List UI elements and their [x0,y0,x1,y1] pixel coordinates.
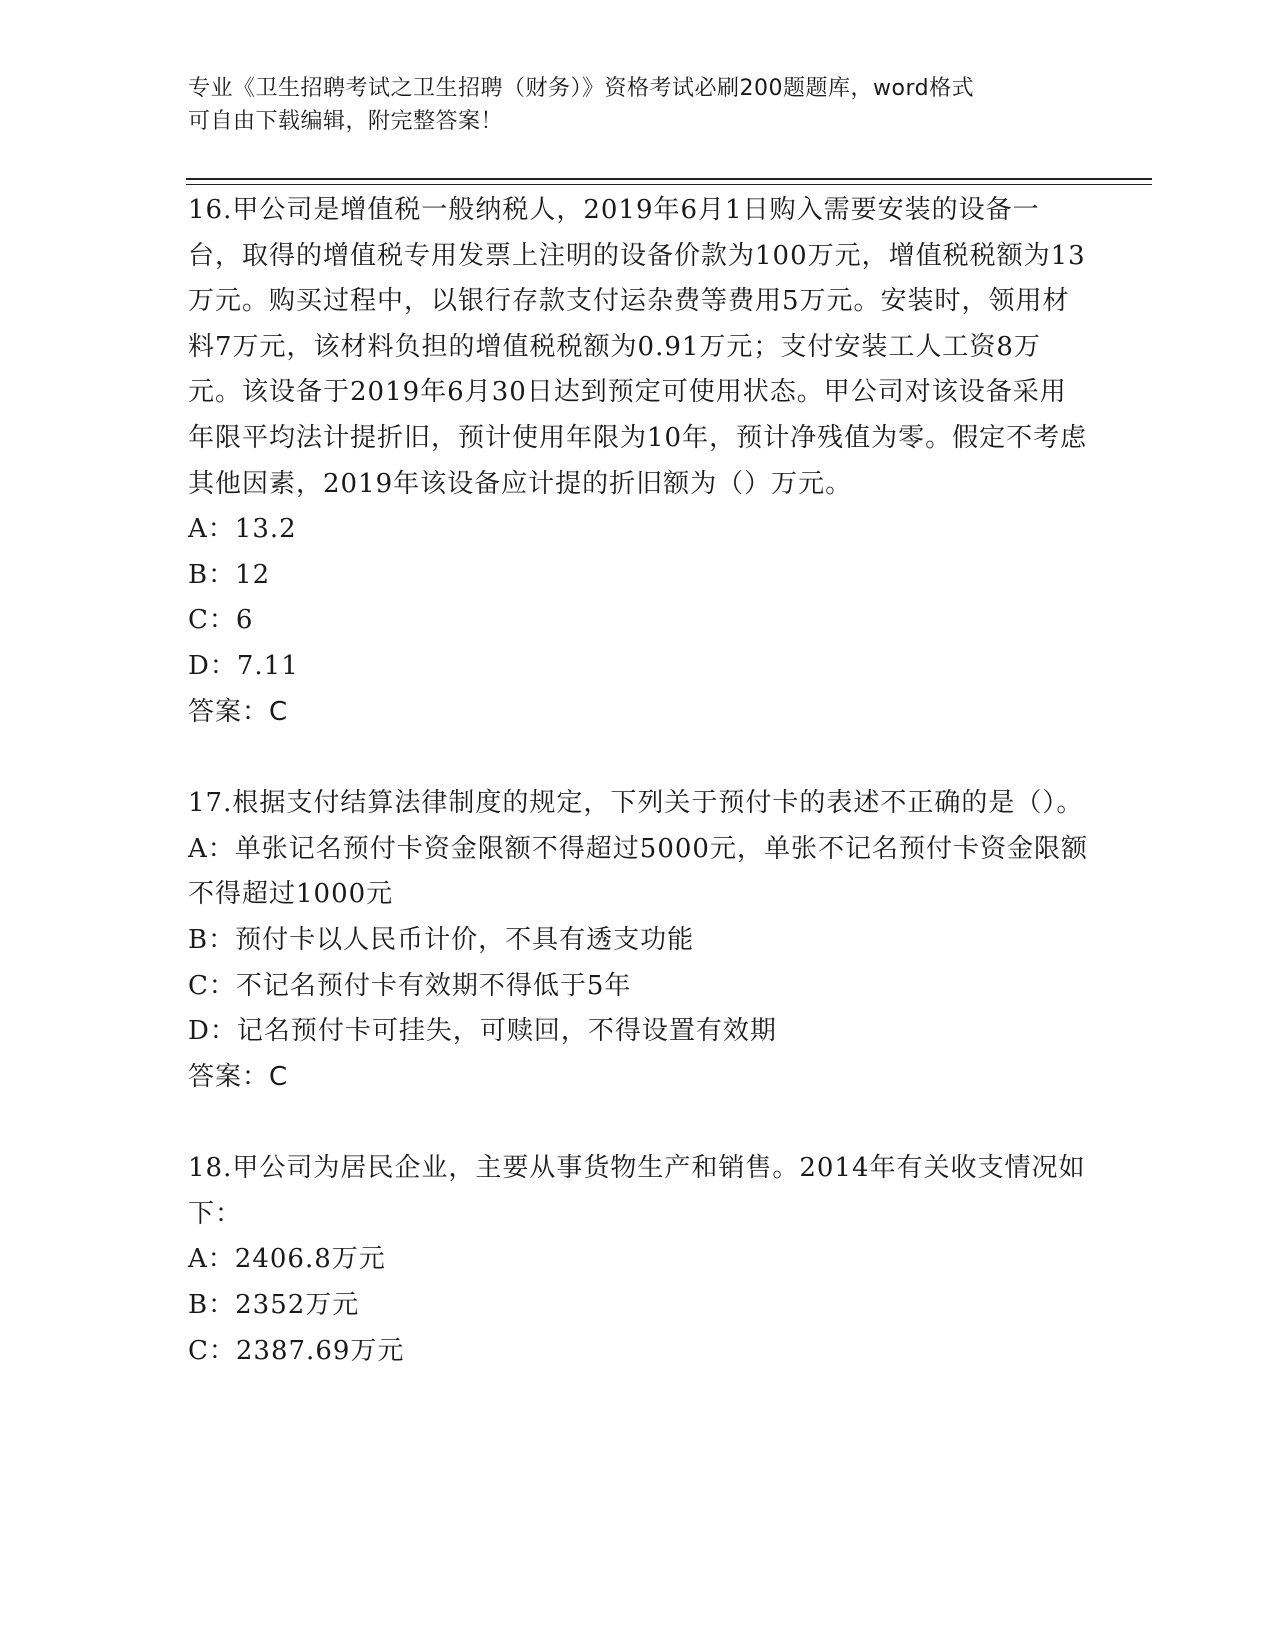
option-b: B：2352万元 [188,1290,360,1321]
question-17 [188,781,1088,1100]
option-b: B：12 [188,559,271,590]
option-c: C：2387.69万元 [188,1335,405,1366]
option-d: D：7.11 [188,650,299,681]
answer-label: 答案：C [188,696,289,727]
option-a: A：2406.8万元 [188,1244,386,1275]
header-line-2: 可自由下载编辑，附完整答案！ [188,109,504,134]
option-b: B：预付卡以人民币计价，不具有透支功能 [188,924,695,955]
answer-label: 答案：C [188,1061,289,1092]
header-divider-thick [186,178,1152,180]
header-line-1: 专业《卫生招聘考试之卫生招聘（财务）》资格考试必刷200题题库，word格式 [188,76,975,101]
question-text: 17.根据支付结算法律制度的规定，下列关于预付卡的表述不正确的是（）。 [188,788,1084,819]
option-c: C：不记名预付卡有效期不得低于5年 [188,970,632,1001]
document-header [188,72,1088,138]
question-text: 18.甲公司为居民企业，主要从事货物生产和销售。2014年有关收支情况如下： [188,1153,1086,1229]
question-text: 16.甲公司是增值税一般纳税人，2019年6月1日购入需要安装的设备一台，取得的增值税专用发票上注明的设备价款为100万元，增值税税额为13万元。购买过程中，以银行存款支付运杂费等费用5万元。安装时，领用材料7万元，该材料负担的增值税税额为0.91万元；支付安装工人工资8万元。该设备于2019年6月30日达到预定可使用状态。甲公司对该设备采用年限平均法计提折旧，预计使用年限为10年，预计净残值为零。假定不考虑其他因素，2019年该设备应计提的折旧额为（）万元。 [188,195,1088,499]
option-a: A：单张记名预付卡资金限额不得超过5000元，单张不记名预付卡资金限额不得超过1000元 [188,833,1088,910]
question-18 [188,1146,1088,1374]
question-list [188,188,1088,1420]
question-16 [188,188,1088,735]
option-c: C：6 [188,605,254,636]
option-a: A：13.2 [188,514,297,545]
header-divider-thin [186,184,1152,185]
option-d: D：记名预付卡可挂失，可赎回，不得设置有效期 [188,1016,777,1047]
